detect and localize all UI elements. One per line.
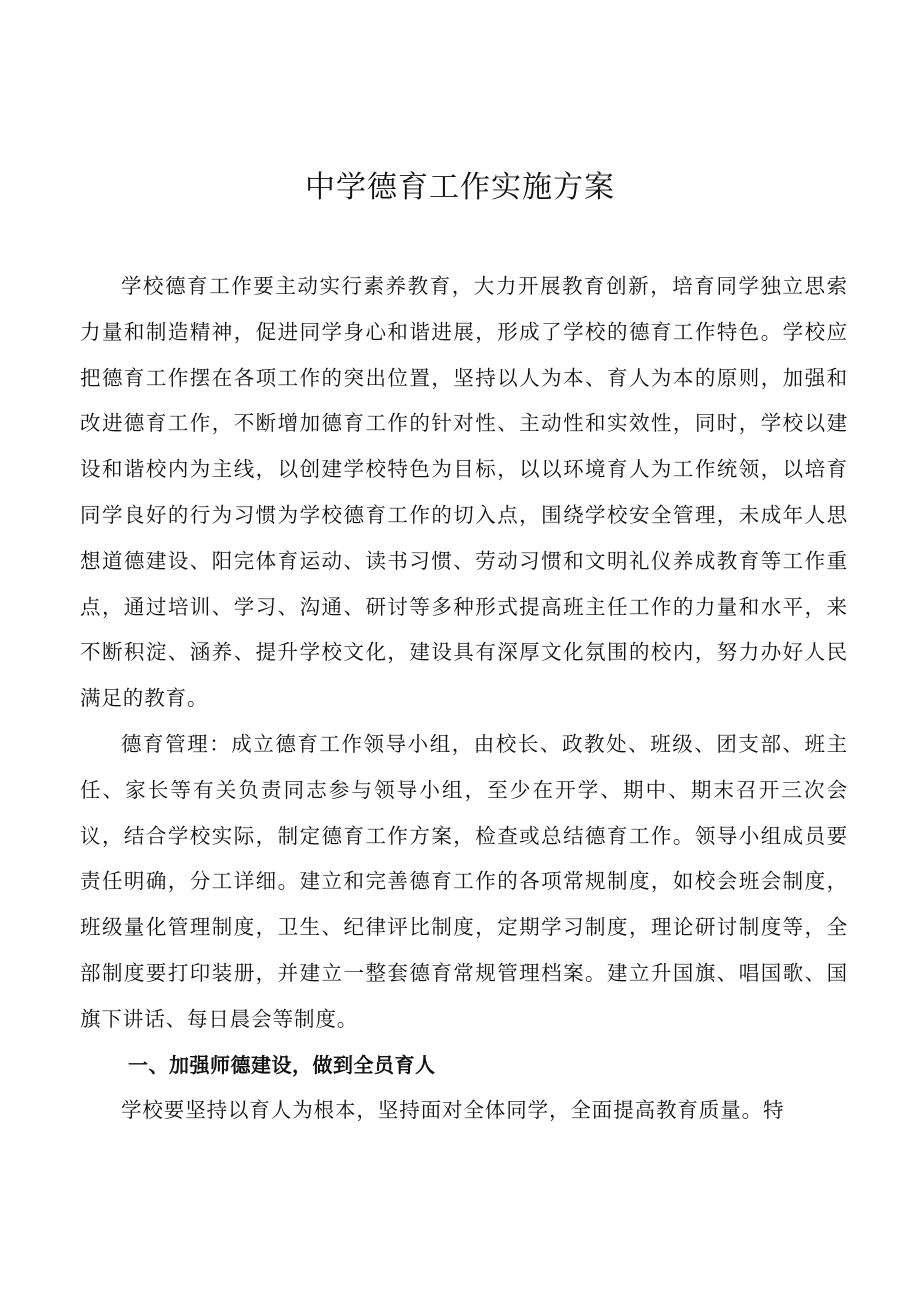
section-heading: 一、加强师德建设，做到全员育人: [128, 1052, 436, 1077]
document-title: 中学德育工作实施方案: [305, 170, 615, 205]
intro-paragraph: 学校德育工作要主动实行素养教育，大力开展教育创新，培育同学独立思索力量和制造精神，促进同学身心和谐进展，形成了学校的德育工作特色。学校应把德育工作摆在各项工作的突出位置，坚持以人为本、育人为本的原则，加强和改进德育工作，不断增加德育工作的针对性、主动性和实效性，同时，学校以建设和谐校内为主线，以创建学校特色为目标，以以环境育人为工作统领，以培育同学良好的行为习惯为学校德育工作的切入点，围绕学校安全管理，未成年人思想道德建设、阳完体育运动、读书习惯、劳动习惯和文明礼仪养成教育等工作重点，通过培训、学习、沟通、研讨等多种形式提高班主任工作的力量和水平，来不断积淀、涵养、提升学校文化，建设具有深厚文化氛围的校内，努力办好人民满足的教育。: [80, 274, 848, 711]
moral-management-paragraph: 德育管理：成立德育工作领导小组，由校长、政教处、班级、团支部、班主任、家长等有关负责同志参与领导小组，至少在开学、期中、期末召开三次会议，结合学校实际，制定德育工作方案，检查或总结德育工作。领导小组成员要责任明确，分工详细。建立和完善德育工作的各项常规制度，如校会班会制度，班级量化管理制度，卫生、纪律评比制度，定期学习制度，理论研讨制度等，全部制度要打印装册，并建立一整套德育常规管理档案。建立升国旗、唱国歌、国旗下讲话、每日晨会等制度。: [80, 731, 848, 1031]
document-body: [80, 264, 848, 1134]
section-paragraph: 学校要坚持以育人为根本，坚持面对全体同学，全面提高教育质量。特: [121, 1098, 785, 1123]
